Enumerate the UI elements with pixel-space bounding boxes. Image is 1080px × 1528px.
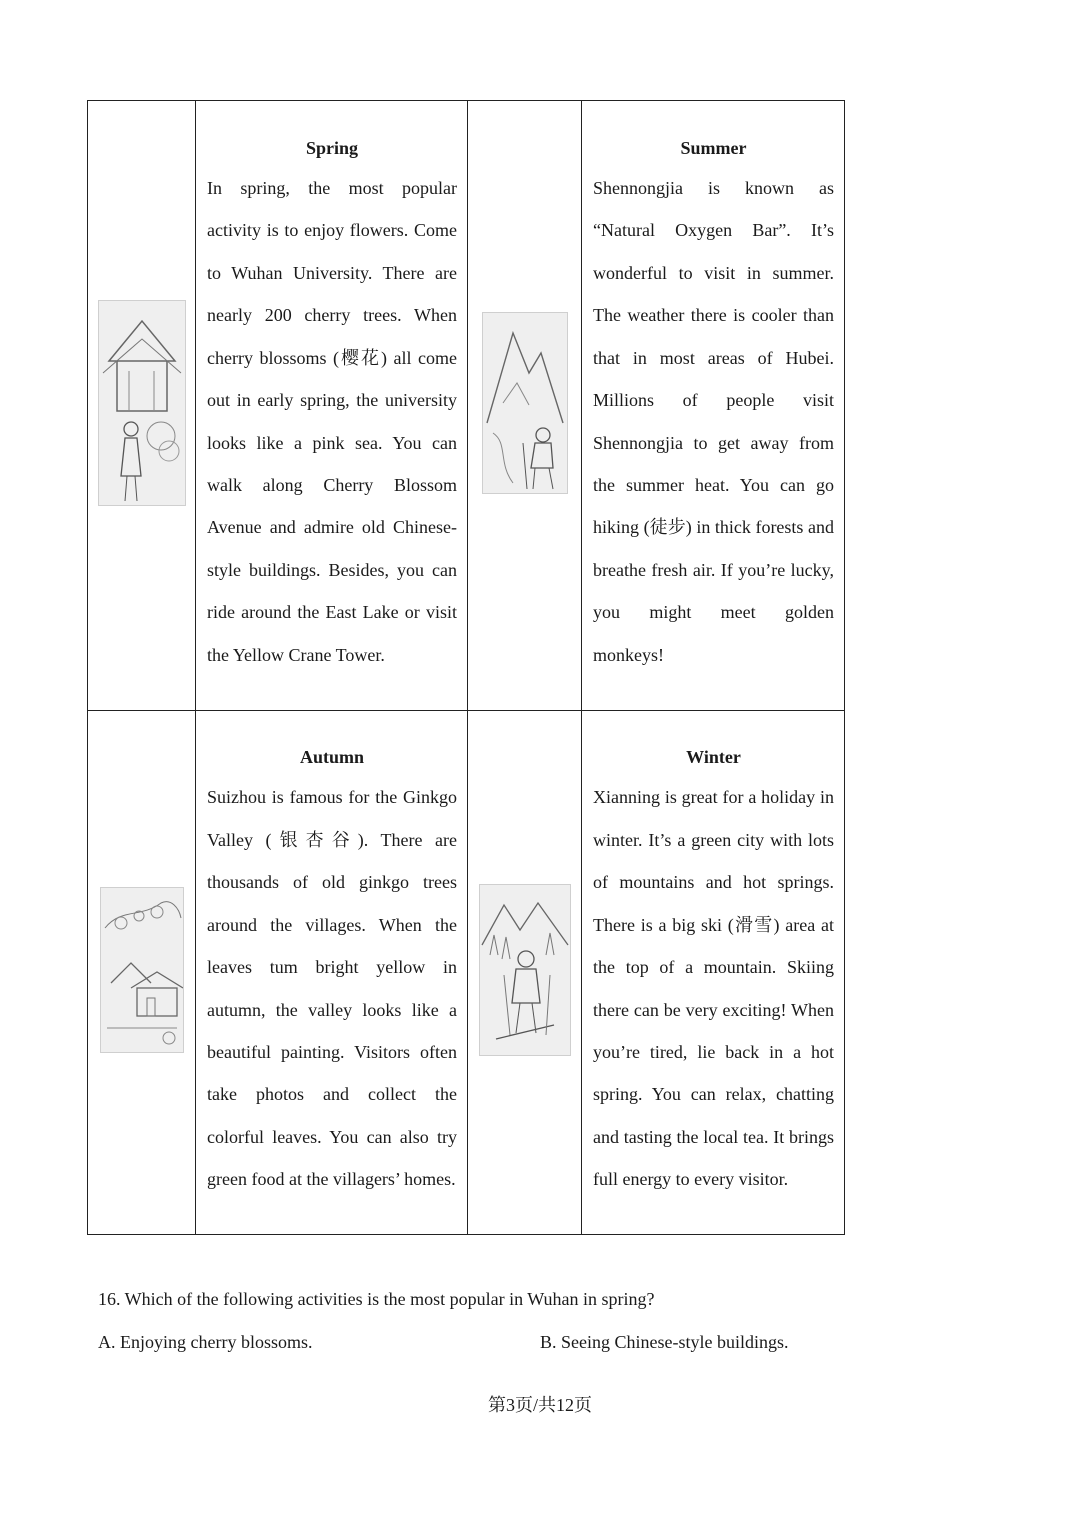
seasons-table (87, 100, 845, 1235)
autumn-illustration (100, 887, 184, 1053)
question-stem: 16. Which of the following activities is the most popular in Wuhan in spring? (98, 1289, 655, 1309)
option-b[interactable]: B. Seeing Chinese-style buildings. (540, 1332, 789, 1352)
winter-text: Xianning is great for a holiday in winter. It’s a green city with lots of mountains and hot springs. There is a big ski (滑雪) area at the top of a mountain. Skiing there can be very exciting! When you’re tired, lie back in a hot spring. You can relax, chatting and tasting the local tea. It brings full energy to every visitor. (593, 787, 834, 1190)
autumn-title: Autumn (299, 747, 365, 768)
spring-card (196, 101, 468, 711)
winter-title: Winter (686, 747, 741, 768)
spring-illustration-cell (88, 101, 196, 711)
autumn-illustration-cell (88, 711, 196, 1235)
summer-illustration-cell (468, 101, 582, 711)
summer-title: Summer (680, 138, 747, 159)
summer-illustration (482, 312, 568, 494)
autumn-card (196, 711, 468, 1235)
spring-text: In spring, the most popular activity is to enjoy flowers. Come to Wuhan University. There are nearly 200 cherry trees. When cherry blossoms (樱花) all come out in early spring, the university looks like a pink sea. You can walk along Cherry Blossom Avenue and admire old Chinese-style buildings. Besides, you can ride around the East Lake or visit the Yellow Crane Tower. (207, 178, 457, 665)
spring-title: Spring (305, 138, 359, 159)
summer-card (582, 101, 845, 711)
winter-card (582, 711, 845, 1235)
page-footer: 第3页/共12页 (487, 1395, 592, 1415)
summer-text: Shennongjia is known as “Natural Oxygen Bar”. It’s wonderful to visit in summer. The weather there is cooler than that in most areas of Hubei. Millions of people visit Shennongjia to get away from the summer heat. You can go hiking (徒步) in thick forests and breathe fresh air. If you’re lucky, you might meet golden monkeys! (593, 178, 834, 665)
winter-illustration (479, 884, 571, 1056)
spring-illustration (98, 300, 186, 506)
option-a[interactable]: A. Enjoying cherry blossoms. (98, 1332, 313, 1352)
autumn-text: Suizhou is famous for the Ginkgo Valley (银杏谷). There are thousands of old ginkgo trees around the villages. When the leaves tum bright yellow in autumn, the valley looks like a beautiful painting. Visitors often take photos and collect the colorful leaves. You can also try green food at the villagers’ homes. (207, 787, 457, 1190)
winter-illustration-cell (468, 711, 582, 1235)
